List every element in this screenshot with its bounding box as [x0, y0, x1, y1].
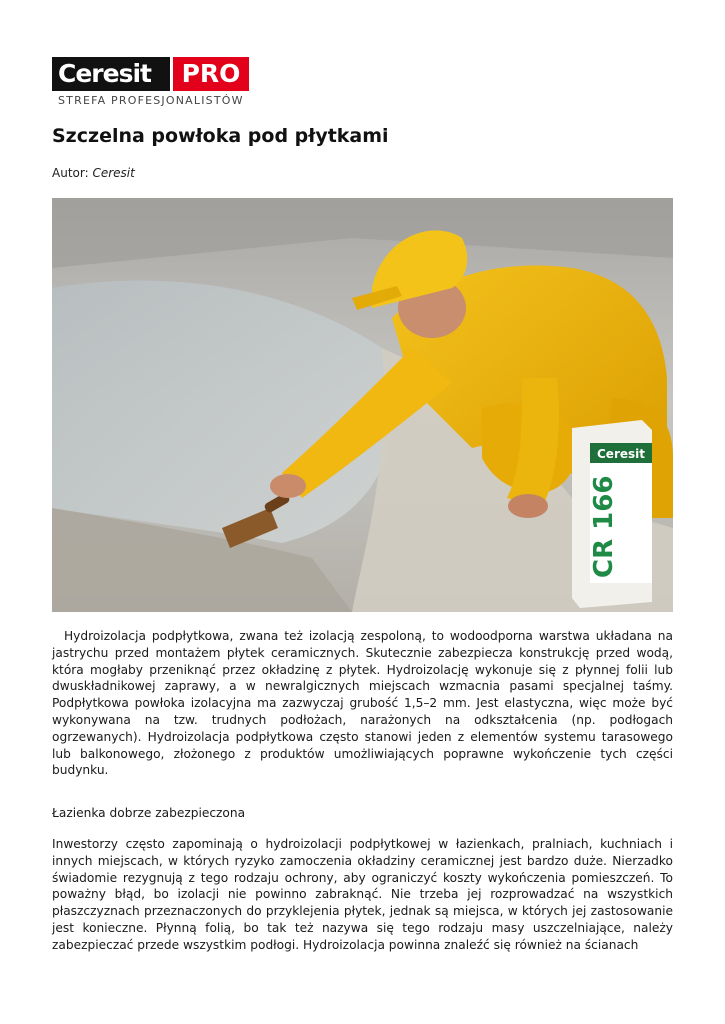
article-title: Szczelna powłoka pod płytkami: [52, 125, 389, 147]
author-name: Ceresit: [92, 166, 135, 180]
article-subheading: Łazienka dobrze zabezpieczona: [52, 806, 246, 820]
logo-tagline: STREFA PROFESJONALISTÓW: [58, 94, 244, 107]
logo-pro-badge: PRO: [173, 57, 249, 91]
author-label: Autor:: [52, 166, 89, 180]
article-paragraph-1: Hydroizolacja podpłytkowa, zwana też izolacją zespoloną, to wodoodporna warstwa układana na jastrychu przed montażem płytek ceramicznych. Skutecznie zabezpiecza konstrukcję przed wodą, która mogłaby przeniknąć przez okładzinę z płytek. Hydroizolację wykonuje się z płynnej folii lub dwuskładnikowej zaprawy, a w newralgicznych miejscach wzmacnia pasami specjalnej taśmy. Podpłytkowa powłoka izolacyjna ma zazwyczaj grubość 1,5–2 mm. Jest elastyczna, więc może być wykonywana na tzw. trudnych podłożach, narażonych na odkształcenia (np. podłogach ogrzewanych). Hydroizolacja podpłytkowa często stanowi jeden z elementów systemu tarasowego lub balkonowego, złożonego z produktów umożliwiających poprawne wykończenie tych części budynku.: [52, 629, 673, 778]
logo-brand: Ceresit: [52, 57, 170, 91]
bag-product-text: CR 166: [589, 475, 619, 578]
article-photo: [52, 198, 673, 612]
article-author: [52, 166, 135, 180]
ceresit-pro-logo: [52, 57, 252, 109]
article-paragraph-2: Inwestorzy często zapominają o hydroizolacji podpłytkowej w łazienkach, pralniach, kuchniach i innych miejscach, w których ryzyko zamoczenia okładziny ceramicznej jest bardzo duże. Nierzadko świadomie rezygnują z tego rodzaju ochrony, aby ograniczyć koszty wykończenia pomieszczeń. To poważny błąd, bo izolacji nie powinno zabraknąć. Nie trzeba jej rozprowadzać na wszystkich płaszczyznach przeznaczonych do przyklejenia płytek, jednak są miejsca, w których jej zastosowanie jest konieczne. Płynną folią, bo tak też nazywa się tego rodzaju masy uszczelniające, należy zabezpieczać przede wszystkim podłogi. Hydroizolacja powinna znaleźć się również na ścianach: [52, 837, 673, 952]
bag-brand-text: Ceresit: [597, 447, 645, 461]
